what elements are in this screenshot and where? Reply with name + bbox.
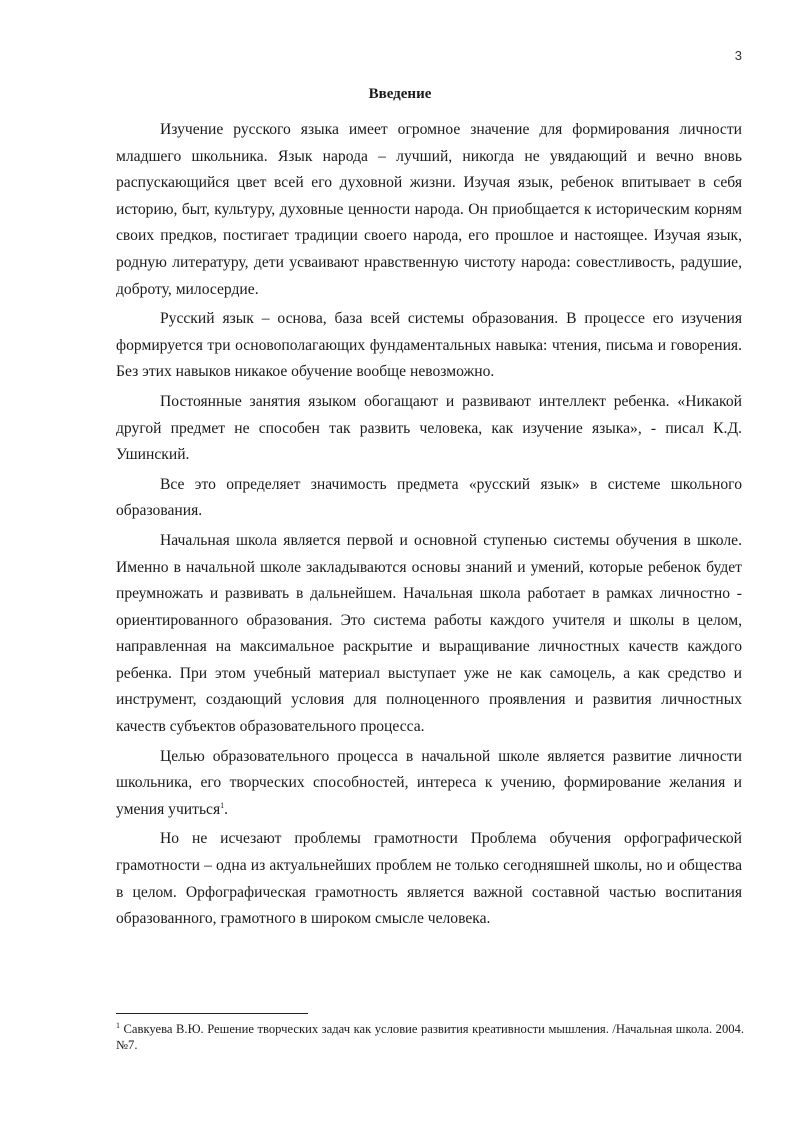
page-number: 3 xyxy=(734,48,742,63)
paragraph: Изучение русского языка имеет огромное значение для формирования личности младшего школьника. Язык народа – лучший, никогда не увядающий и вечно вновь распускающийся цвет всей его духовной жизни. Изучая язык, ребенок впитывает в себя историю, быт, культуру, духовные ценности народа. Он приобщается к историческим корням своих предков, постигает традиции своего народа, его прошлое и настоящее. Изучая язык, родную литературу, дети усваивают нравственную чистоту народа: совестливость, радушие, доброту, милосердие. xyxy=(116,121,742,298)
paragraph: Но не исчезают проблемы грамотности Проблема обучения орфографической грамотности – одна из актуальнейших проблем не только сегодняшней школы, но и общества в целом. Орфографическая грамотность является важной составной частью воспитания образованного, грамотного в широком смысле человека. xyxy=(116,830,742,928)
paragraph: Начальная школа является первой и основной ступенью системы обучения в школе. Именно в начальной школе закладываются основы знаний и умений, которые ребенок будет преумножать и развивать в дальнейшем. Начальная школа работает в рамках личностно - ориентированного образования. Это система работы каждого учителя и школы в целом, направленная на максимальное раскрытие и выращивание личностных качеств каждого ребенка. При этом учебный материал выступает уже не как самоцель, а как средство и инструмент, создающий условия для полноценного проявления и развития личностных качеств субъектов образовательного процесса. xyxy=(116,531,742,736)
paragraph: Русский язык – основа, база всей системы образования. В процессе его изучения формируется три основополагающих фундаментальных навыка: чтения, письма и говорения. Без этих навыков никакое обучение вообще невозможно. xyxy=(116,310,742,381)
paragraph: Целью образовательного процесса в начальной школе является развитие личности школьника, его творческих способностей, интереса к учению, формирование желания и умения учиться$^1$. xyxy=(116,747,742,818)
section-title: Введение xyxy=(368,86,432,102)
footnote-separator xyxy=(116,1013,308,1014)
footnote xyxy=(116,1021,744,1053)
footnote-reference[interactable]: 1 xyxy=(220,800,225,810)
paragraph: Все это определяет значимость предмета «русский язык» в системе школьного образования. xyxy=(116,475,742,520)
footnote-text: Савкуева В.Ю. Решение творческих задач как условие развития креативности мышления. /Начальная школа. 2004. №7. xyxy=(116,1022,744,1052)
body-text xyxy=(116,117,742,936)
footnote-marker: 1 xyxy=(116,1020,120,1030)
paragraph: Постоянные занятия языком обогащают и развивают интеллект ребенка. «Никакой другой предмет не способен так развить человека, как изучение языка», - писал К.Д. Ушинский. xyxy=(116,392,742,464)
